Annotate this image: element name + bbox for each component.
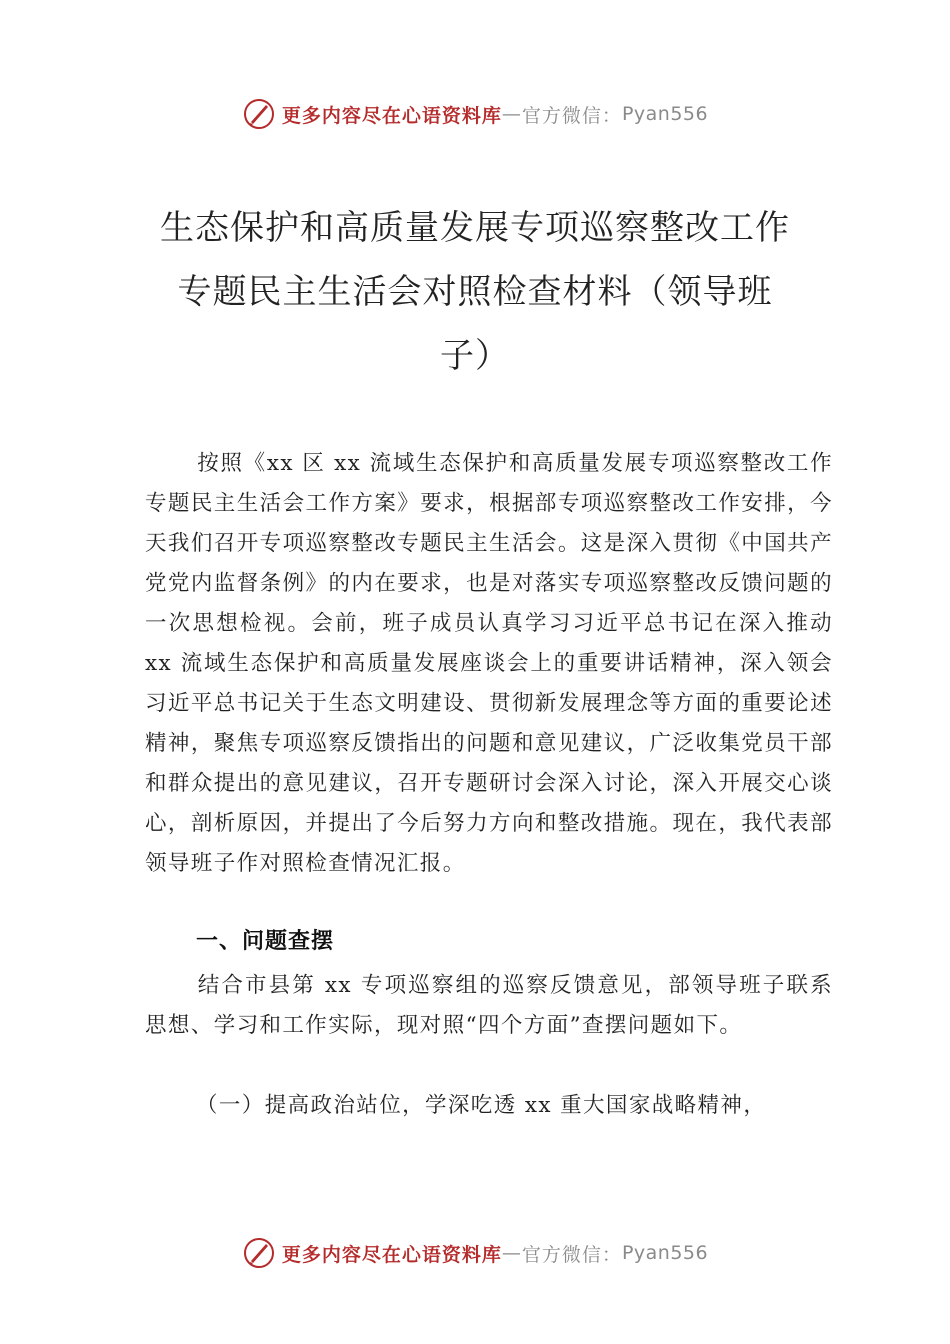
quill-logo-icon (242, 97, 276, 131)
watermark-separator: — (501, 1242, 522, 1264)
quill-logo-icon (242, 1236, 276, 1270)
section-text: 结合市县第 xx 专项巡察组的巡察反馈意见，部领导班子联系思想、学习和工作实际，现对照“四个方面”查摆问题如下。 (145, 973, 833, 1038)
title-line-2: 专题民主生活会对照检查材料（领导班 (177, 272, 773, 312)
watermark-brand: 更多内容尽在心语资料库 (281, 104, 502, 127)
section-paragraph (145, 966, 833, 1046)
title-line-3: 子） (440, 336, 510, 376)
subsection-heading: （一）提高政治站位，学深吃透 xx 重大国家战略精神， (196, 1093, 767, 1118)
title-line-1: 生态保护和高质量发展专项巡察整改工作 (160, 208, 790, 248)
watermark-account: Pyan556 (621, 103, 709, 125)
watermark-separator: — (501, 103, 522, 125)
section-heading: 一、问题查摆 (196, 929, 335, 954)
header-watermark (0, 92, 950, 136)
intro-paragraph (145, 444, 833, 884)
watermark-account: Pyan556 (621, 1242, 709, 1264)
footer-watermark (0, 1231, 950, 1275)
watermark-channel: 官方微信： (521, 1243, 622, 1266)
watermark-channel: 官方微信： (521, 104, 622, 127)
intro-text: 按照《xx 区 xx 流域生态保护和高质量发展专项巡察整改工作专题民主生活会工作方案》要求，根据部专项巡察整改工作安排，今天我们召开专项巡察整改专题民主生活会。这是深入贯彻《中国共产党党内监督条例》的内在要求，也是对落实专项巡察整改反馈问题的一次思想检视。会前，班子成员认真学习习近平总书记在深入推动 xx 流域生态保护和高质量发展座谈会上的重要讲话精神，深入领会习近平总书记关于生态文明建设、贯彻新发展理念等方面的重要论述精神，聚焦专项巡察反馈指出的问题和意见建议，广泛收集党员干部和群众提出的意见建议，召开专题研讨会深入讨论，深入开展交心谈心，剖析原因，并提出了今后努力方向和整改措施。现在，我代表部领导班子作对照检查情况汇报。 (145, 451, 833, 876)
watermark-brand: 更多内容尽在心语资料库 (281, 1243, 502, 1266)
document-title (145, 196, 805, 388)
